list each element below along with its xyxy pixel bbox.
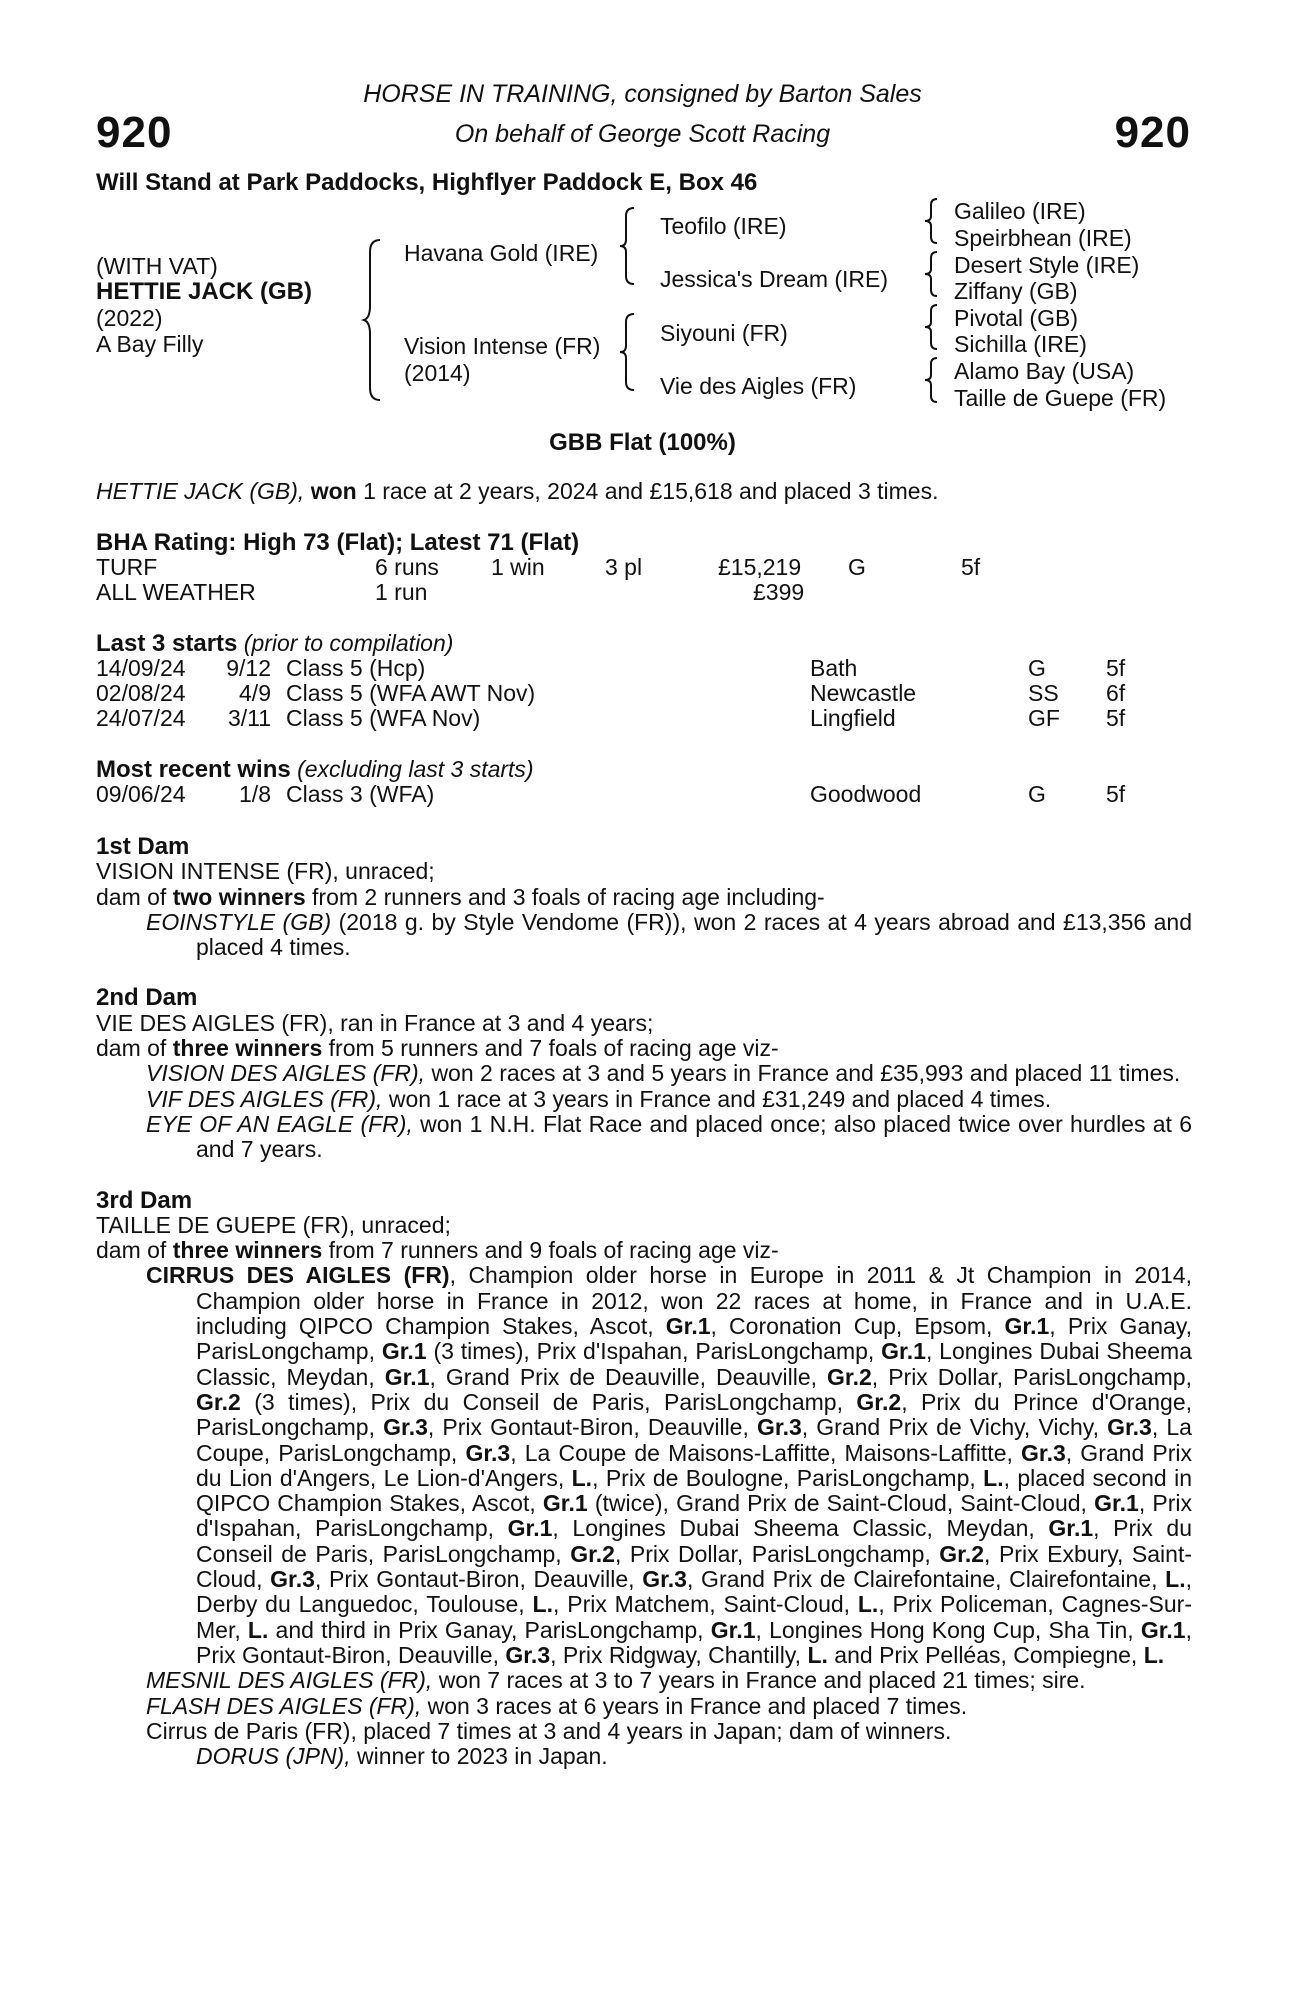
race-record-text: , La Coupe de Maisons-Laffitte, Maisons-Laffitte, <box>510 1439 1022 1466</box>
pedigree-brace-g56 <box>925 305 939 349</box>
race-grade: Gr.3 <box>383 1414 428 1441</box>
race-record-text: , La Coupe, ParisLongchamp, <box>196 1414 1192 1466</box>
progeny-text: won 2 races at 3 and 5 years in France and £35,993 and placed 11 times. <box>431 1060 1181 1087</box>
pedigree-g4: Ziffany (GB) <box>954 278 1078 304</box>
race-record-text: , Prix Exbury, Saint-Cloud, <box>196 1540 1192 1593</box>
dam3-line: TAILLE DE GUEPE (FR), unraced; <box>96 1211 451 1238</box>
race-record-text: , Prix Gontaut-Biron, Deauville, <box>427 1414 757 1441</box>
pedigree-brace-g34 <box>925 252 939 296</box>
recent-position: 1/8 <box>239 781 271 807</box>
progeny-name: VISION DES AIGLES (FR), <box>146 1060 426 1087</box>
race-grade: Gr.2 <box>196 1388 241 1415</box>
pedigree-g8: Taille de Guepe (FR) <box>954 385 1167 411</box>
race-record-text: , Prix Ridgway, Chantilly, <box>550 1641 808 1668</box>
race-grade: Gr.1 <box>881 1338 926 1365</box>
recent-class: Class 3 (WFA) <box>286 781 435 807</box>
progeny-text: (2018 g. by Style Vendome (FR)), won 2 races at 4 years abroad and £13,356 and placed 4 times. <box>196 908 1193 961</box>
race-record-text: and Prix Pelléas, Compiegne, <box>827 1641 1144 1668</box>
race-grade: L. <box>807 1641 828 1668</box>
vat-note: (WITH VAT) <box>96 253 218 279</box>
race-record-text: , placed second in QIPCO Champion Stakes, Ascot, <box>196 1464 1192 1517</box>
turf-going: G <box>848 554 866 580</box>
last3-heading-line <box>96 631 453 656</box>
pedigree-g6: Sichilla (IRE) <box>954 331 1087 357</box>
race-grade: Gr.3 <box>757 1414 802 1441</box>
race-grade: Gr.1 <box>384 1363 430 1390</box>
vendor-line: On behalf of George Scott Racing <box>454 120 831 148</box>
form-distance: 6f <box>1106 680 1126 706</box>
race-grade: Gr.2 <box>570 1540 615 1567</box>
recent-heading-line <box>96 757 534 782</box>
race-grade: Gr.1 <box>542 1490 588 1517</box>
dam1-line: VISION INTENSE (FR), unraced; <box>96 858 435 885</box>
form-course: Newcastle <box>810 680 917 706</box>
race-grade: Gr.2 <box>827 1363 872 1390</box>
form-position: 9/12 <box>226 655 271 681</box>
race-grade: Gr.3 <box>1107 1414 1152 1441</box>
form-course: Bath <box>810 655 858 681</box>
dam2-dam-of: dam of <box>96 1035 167 1062</box>
progeny-name: MESNIL DES AIGLES (FR), <box>146 1667 433 1694</box>
race-grade: L. <box>532 1591 553 1618</box>
recent-date: 09/06/24 <box>96 781 186 807</box>
race-record-text: (3 times), Prix du Conseil de Paris, ParisLongchamp, <box>240 1388 857 1415</box>
lot-number-right: 920 <box>1114 108 1191 157</box>
race-grade: Gr.1 <box>381 1338 427 1365</box>
pedigree-sire-sire: Teofilo (IRE) <box>660 213 787 239</box>
form-position: 3/11 <box>227 705 271 731</box>
race-record-text: , Coronation Cup, Epsom, <box>710 1313 1005 1340</box>
pedigree-sire: Havana Gold (IRE) <box>404 240 599 266</box>
race-record-text: , Prix Ganay, ParisLongchamp, <box>196 1313 1193 1365</box>
race-record-text: , Longines Dubai Sheema Classic, Meydan, <box>196 1338 1192 1390</box>
race-record-text: (twice), Grand Prix de Saint-Cloud, Saint-Cloud, <box>587 1490 1095 1517</box>
race-record-text: , Prix Matchem, Saint-Cloud, <box>553 1591 858 1618</box>
race-grade: Gr.3 <box>1021 1439 1066 1466</box>
race-grade: L. <box>1143 1641 1165 1668</box>
recent-course: Goodwood <box>810 781 922 807</box>
progeny-name: EOINSTYLE (GB) <box>146 908 332 935</box>
race-record-text: , Grand Prix de Deauville, Deauville, <box>429 1363 828 1390</box>
gbb-line: GBB Flat (100%) <box>549 429 736 456</box>
race-record-text: , Grand Prix du Lion d'Angers, Le Lion-d'Angers, <box>196 1439 1192 1491</box>
progeny-text: won 3 races at 6 years in France and placed 7 times. <box>427 1692 968 1719</box>
pedigree-brace-sire <box>620 208 636 284</box>
dam3-produce-line <box>96 1238 1192 1263</box>
form-class: Class 5 (WFA AWT Nov) <box>286 680 536 706</box>
form-going: SS <box>1028 680 1059 706</box>
dam3-progeny-cirrus <box>96 1263 1192 1668</box>
race-grade: Gr.1 <box>1140 1616 1186 1643</box>
race-record-text: and third in Prix Ganay, ParisLongchamp, <box>268 1616 711 1643</box>
race-summary <box>96 479 938 504</box>
race-record-text: , Prix de Boulogne, ParisLongchamp, <box>592 1464 984 1491</box>
form-position: 4/9 <box>239 680 271 706</box>
race-record-text: , Grand Prix de Vichy, Vichy, <box>801 1414 1108 1441</box>
pedigree-brace-dam <box>620 314 636 390</box>
form-row <box>96 681 186 706</box>
race-record-text: , Prix du Prince d'Orange, ParisLongchamp, <box>196 1388 1192 1441</box>
race-record-text: , Champion older horse in Europe in 2011 & Jt Champion in 2014, Champion older horse in France in 2012, won 22 races at home, in France and in U.A.E. including QIPCO Champion Stakes, Ascot, <box>196 1262 1192 1340</box>
aw-earnings: £399 <box>753 579 805 605</box>
recent-heading: Most recent wins <box>96 756 291 783</box>
horse-year: (2022) <box>96 305 163 331</box>
pedigree-dam-year: (2014) <box>404 360 471 386</box>
aw-runs: 1 run <box>375 579 428 605</box>
recent-note: (excluding last 3 starts) <box>297 756 534 782</box>
progeny-name: FLASH DES AIGLES (FR), <box>146 1692 422 1719</box>
last3-heading: Last 3 starts <box>96 630 238 657</box>
race-record-text: , Prix d'Ispahan, ParisLongchamp, <box>196 1490 1192 1542</box>
dam1-dam-of: dam of <box>96 883 167 910</box>
recent-going: G <box>1028 781 1046 807</box>
dam3-heading: 3rd Dam <box>96 1186 193 1214</box>
horse-name: HETTIE JACK (GB) <box>96 278 312 305</box>
dam3-winners: three winners <box>172 1237 323 1264</box>
race-grade: Gr.2 <box>939 1540 985 1567</box>
dam1-heading: 1st Dam <box>96 833 190 860</box>
race-grade: L. <box>857 1591 879 1618</box>
race-grade: Gr.3 <box>465 1439 511 1466</box>
pedigree-g2: Speirbhean (IRE) <box>954 225 1132 251</box>
pedigree-g3: Desert Style (IRE) <box>954 252 1140 278</box>
race-grade: Gr.1 <box>1048 1515 1094 1542</box>
bha-heading: BHA Rating: High 73 (Flat); Latest 71 (Flat) <box>96 529 580 556</box>
aw-label: ALL WEATHER <box>96 579 256 605</box>
dam2-progeny-1 <box>96 1061 1192 1086</box>
turf-runs: 6 runs <box>375 554 439 580</box>
race-grade: Gr.3 <box>505 1641 551 1668</box>
turf-wins: 1 win <box>491 554 545 580</box>
race-record-text: (3 times), Prix d'Ispahan, ParisLongchamp, <box>426 1338 882 1365</box>
horse-description: A Bay Filly <box>96 331 204 357</box>
dam2-heading: 2nd Dam <box>96 984 198 1012</box>
form-going: GF <box>1028 705 1060 731</box>
dam3-grand-progeny <box>96 1744 1192 1769</box>
form-class: Class 5 (WFA Nov) <box>286 705 481 731</box>
race-grade: Gr.1 <box>665 1313 711 1340</box>
location-line: Will Stand at Park Paddocks, Highflyer Paddock E, Box 46 <box>96 169 758 196</box>
pedigree-g7: Alamo Bay (USA) <box>954 358 1135 384</box>
form-going: G <box>1028 655 1046 681</box>
turf-placed: 3 pl <box>605 554 643 580</box>
dam2-produce-line <box>96 1036 1192 1061</box>
turf-label: TURF <box>96 554 158 580</box>
turf-distance: 5f <box>961 554 981 580</box>
dam1-produce-line <box>96 885 1192 910</box>
race-record-text: , Prix Gontaut-Biron, Deauville, <box>314 1566 643 1593</box>
lot-number-left: 920 <box>96 108 173 157</box>
last3-note: (prior to compilation) <box>243 630 454 656</box>
dam2-rest: from 5 runners and 7 foals of racing age viz- <box>328 1035 779 1062</box>
pedigree-dam-dam: Vie des Aigles (FR) <box>660 373 857 399</box>
race-grade: Gr.1 <box>1094 1490 1139 1517</box>
dam2-winners: three winners <box>172 1035 323 1062</box>
progeny-name: CIRRUS DES AIGLES (FR) <box>146 1262 450 1289</box>
form-distance: 5f <box>1106 655 1126 681</box>
form-distance: 5f <box>1106 705 1126 731</box>
race-grade: Gr.2 <box>856 1388 902 1415</box>
form-date: 14/09/24 <box>96 655 186 681</box>
progeny-text: won 7 races at 3 to 7 years in France and placed 21 times; sire. <box>438 1667 1086 1694</box>
form-date: 02/08/24 <box>96 680 186 706</box>
race-record-text: , Prix Dollar, ParisLongchamp, <box>871 1363 1192 1390</box>
race-grade: L. <box>1165 1566 1186 1593</box>
dam3-progeny-4: Cirrus de Paris (FR), placed 7 times at 3 and 4 years in Japan; dam of winners. <box>146 1717 952 1744</box>
pedigree-g1: Galileo (IRE) <box>954 198 1086 224</box>
pedigree-dam: Vision Intense (FR) <box>404 333 601 359</box>
pedigree-sire-dam: Jessica's Dream (IRE) <box>660 266 889 292</box>
dam3-dam-of: dam of <box>96 1237 167 1264</box>
race-grade: L. <box>983 1464 1004 1491</box>
pedigree-brace-g78 <box>925 358 939 402</box>
summary-horse-name: HETTIE JACK (GB), <box>96 478 305 504</box>
progeny-text: won 1 N.H. Flat Race and placed once; also placed twice over hurdles at 6 and 7 years. <box>196 1110 1192 1163</box>
form-class: Class 5 (Hcp) <box>286 655 426 681</box>
dam1-winners: two winners <box>172 883 306 910</box>
race-grade: Gr.3 <box>270 1566 315 1593</box>
race-record-text: , Derby du Languedoc, Toulouse, <box>196 1566 1193 1618</box>
dam3-rest: from 7 runners and 9 foals of racing age viz- <box>328 1237 779 1264</box>
progeny-name: EYE OF AN EAGLE (FR), <box>146 1110 413 1137</box>
form-course: Lingfield <box>810 705 896 731</box>
recent-distance: 5f <box>1106 781 1126 807</box>
form-date: 24/07/24 <box>96 705 186 731</box>
race-grade: Gr.1 <box>710 1616 756 1643</box>
race-grade: L. <box>247 1616 269 1643</box>
race-record-text: , Grand Prix de Clairefontaine, Clairefontaine, <box>686 1566 1166 1593</box>
progeny-name: VIF DES AIGLES (FR), <box>146 1085 383 1112</box>
dam2-progeny-2 <box>96 1087 1192 1112</box>
form-row <box>96 706 186 731</box>
race-record-text: , Prix du Conseil de Paris, ParisLongchamp, <box>196 1515 1192 1567</box>
dam1-progeny-1 <box>96 910 1192 961</box>
turf-earnings: £15,219 <box>718 554 802 580</box>
race-record-text: , Longines Dubai Sheema Classic, Meydan, <box>552 1515 1049 1542</box>
race-record-text: , Prix Dollar, ParisLongchamp, <box>614 1540 940 1567</box>
progeny-name: DORUS (JPN), <box>196 1743 351 1770</box>
summary-won: won <box>310 478 357 504</box>
consignment-line: HORSE IN TRAINING, consigned by Barton Sales <box>363 80 922 108</box>
race-grade: Gr.1 <box>1004 1313 1050 1340</box>
race-grade: L. <box>571 1464 593 1491</box>
dam3-progeny-3 <box>96 1694 1192 1719</box>
pedigree-brace-main <box>364 240 384 400</box>
progeny-text: won 1 race at 3 years in France and £31,249 and placed 4 times. <box>388 1085 1052 1112</box>
dam-sections <box>96 834 1192 1769</box>
pedigree-brace-g12 <box>925 199 939 243</box>
pedigree-g5: Pivotal (GB) <box>954 305 1078 331</box>
dam2-line: VIE DES AIGLES (FR), ran in France at 3 and 4 years; <box>96 1009 654 1036</box>
race-grade: Gr.1 <box>507 1515 553 1542</box>
race-record-text: , Prix Policeman, Cagnes-Sur-Mer, <box>196 1591 1192 1643</box>
race-grade: Gr.3 <box>642 1566 687 1593</box>
pedigree-dam-sire: Siyouni (FR) <box>660 320 788 346</box>
dam1-rest: from 2 runners and 3 foals of racing age including- <box>312 883 825 910</box>
progeny-text: winner to 2023 in Japan. <box>357 1743 608 1770</box>
recent-row <box>96 782 186 807</box>
race-record-text: , Prix Gontaut-Biron, Deauville, <box>196 1616 1192 1668</box>
dam3-progeny-2 <box>96 1668 1192 1693</box>
form-row <box>96 656 186 681</box>
summary-text: 1 race at 2 years, 2024 and £15,618 and placed 3 times. <box>363 478 939 504</box>
dam2-progeny-3 <box>96 1112 1192 1163</box>
race-record-text: , Longines Hong Kong Cup, Sha Tin, <box>755 1616 1141 1643</box>
